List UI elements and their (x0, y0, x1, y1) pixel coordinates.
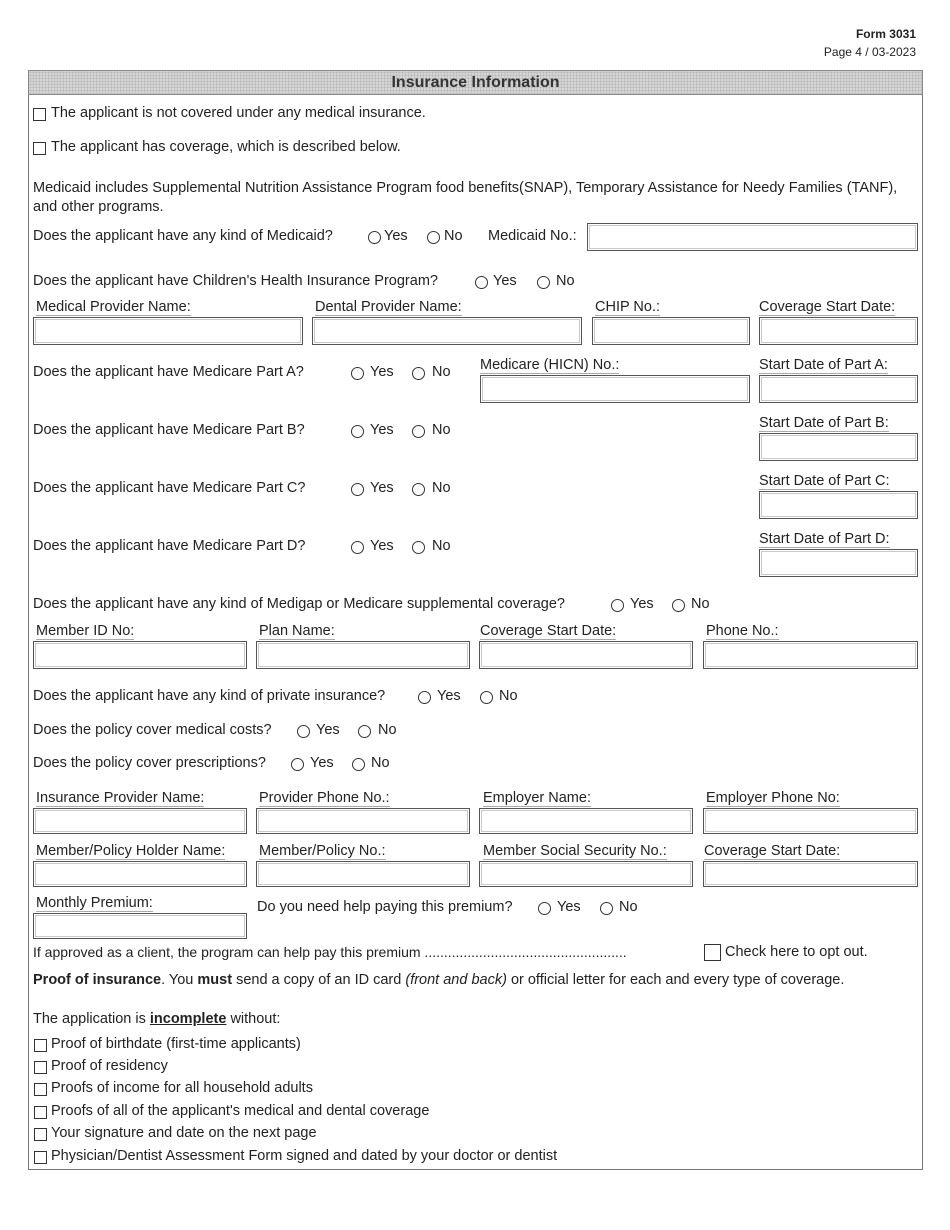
dental-provider-field[interactable] (312, 317, 582, 345)
prescriptions-yes-label: Yes (310, 755, 334, 771)
premium-help-question: Do you need help paying this premium? (257, 899, 513, 915)
start-b-label: Start Date of Part B: (759, 415, 889, 431)
chip-number-field[interactable] (592, 317, 750, 345)
medigap-yes-radio[interactable] (611, 599, 624, 612)
medicare-d-yes-radio[interactable] (351, 541, 364, 554)
policy-number-label: Member/Policy No.: (259, 843, 386, 859)
premium-help-no-radio[interactable] (600, 902, 613, 915)
proof-of-insurance (33, 972, 844, 988)
member-id-field[interactable] (33, 641, 247, 669)
checklist-checkbox[interactable] (34, 1039, 47, 1052)
employer-phone-label: Employer Phone No: (706, 790, 840, 806)
checklist-checkbox[interactable] (34, 1083, 47, 1096)
medicare-b-question: Does the applicant have Medicare Part B? (33, 422, 305, 438)
section-title: Insurance Information (28, 70, 923, 95)
medigap-phone-label: Phone No.: (706, 623, 779, 639)
medigap-coverage-start-field[interactable] (479, 641, 693, 669)
medigap-yes-label: Yes (630, 596, 654, 612)
medicare-b-yes-label: Yes (370, 422, 394, 438)
proof-text-2: send a copy of an ID card (232, 972, 406, 988)
hicn-label: Medicare (HICN) No.: (480, 357, 620, 373)
private-yes-radio[interactable] (418, 691, 431, 704)
insurance-provider-label: Insurance Provider Name: (36, 790, 205, 806)
private-coverage-start-label: Coverage Start Date: (704, 843, 841, 859)
private-no-label: No (499, 688, 518, 704)
checklist-item: Proof of birthdate (first-time applicants) (51, 1036, 301, 1052)
private-coverage-start-field[interactable] (703, 861, 918, 887)
start-d-field[interactable] (759, 549, 918, 577)
checklist-checkbox[interactable] (34, 1128, 47, 1141)
provider-phone-label: Provider Phone No.: (259, 790, 390, 806)
member-id-label: Member ID No: (36, 623, 135, 639)
provider-phone-field[interactable] (256, 808, 470, 834)
checklist-item: Your signature and date on the next page (51, 1125, 317, 1141)
proof-text-1: . You (161, 972, 198, 988)
private-no-radio[interactable] (480, 691, 493, 704)
chip-question: Does the applicant have Children's Health Insurance Program? (33, 273, 438, 289)
policy-holder-field[interactable] (33, 861, 247, 887)
checklist-checkbox[interactable] (34, 1061, 47, 1074)
has-coverage-checkbox[interactable] (33, 142, 46, 155)
employer-name-field[interactable] (479, 808, 693, 834)
chip-number-label: CHIP No.: (595, 299, 661, 315)
checklist-checkbox[interactable] (34, 1151, 47, 1164)
medical-costs-yes-radio[interactable] (297, 725, 310, 738)
has-coverage-label: The applicant has coverage, which is described below. (51, 139, 401, 155)
form-frame (28, 95, 923, 1170)
medicare-d-yes-label: Yes (370, 538, 394, 554)
medicare-b-yes-radio[interactable] (351, 425, 364, 438)
form-number: Form 3031 (855, 27, 916, 41)
incomplete-prefix: The application is (33, 1011, 150, 1027)
chip-no-label: No (556, 273, 575, 289)
medicare-d-no-radio[interactable] (412, 541, 425, 554)
plan-name-label: Plan Name: (259, 623, 335, 639)
medicare-a-yes-label: Yes (370, 364, 394, 380)
medicaid-note: Medicaid includes Supplemental Nutrition Assistance Program food benefits(SNAP), Temporary Assistance for Needy Families (TANF), and other programs. (33, 180, 898, 215)
medical-costs-yes-label: Yes (316, 722, 340, 738)
medicaid-yes-radio[interactable] (368, 231, 381, 244)
checklist-item: Proof of residency (51, 1058, 168, 1074)
prescriptions-yes-radio[interactable] (291, 758, 304, 771)
proof-bold-1: Proof of insurance (33, 972, 162, 988)
medicaid-no-radio[interactable] (427, 231, 440, 244)
proof-italic: (front and back) (405, 972, 507, 988)
member-ssn-field[interactable] (479, 861, 693, 887)
chip-yes-radio[interactable] (475, 276, 488, 289)
checklist-item: Physician/Dentist Assessment Form signed and dated by your doctor or dentist (51, 1148, 558, 1164)
medical-provider-label: Medical Provider Name: (36, 299, 191, 315)
medical-provider-field[interactable] (33, 317, 303, 345)
start-c-field[interactable] (759, 491, 918, 519)
medicare-d-question: Does the applicant have Medicare Part D? (33, 538, 306, 554)
medicaid-number-field[interactable] (587, 223, 918, 251)
premium-help-no-label: No (619, 899, 638, 915)
premium-help-yes-label: Yes (557, 899, 581, 915)
checklist-item: Proofs of income for all household adults (51, 1080, 313, 1096)
medicaid-number-label: Medicaid No.: (488, 228, 577, 244)
start-a-field[interactable] (759, 375, 918, 403)
private-question: Does the applicant have any kind of private insurance? (33, 688, 386, 704)
medicare-d-no-label: No (432, 538, 451, 554)
not-covered-label: The applicant is not covered under any medical insurance. (51, 105, 426, 121)
medigap-no-radio[interactable] (672, 599, 685, 612)
employer-name-label: Employer Name: (483, 790, 591, 806)
medigap-question: Does the applicant have any kind of Medigap or Medicare supplemental coverage? (33, 596, 565, 612)
policy-number-field[interactable] (256, 861, 470, 887)
incomplete-suffix: without: (226, 1011, 281, 1027)
medigap-no-label: No (691, 596, 710, 612)
start-a-label: Start Date of Part A: (759, 357, 888, 373)
medicare-b-no-label: No (432, 422, 451, 438)
chip-coverage-start-label: Coverage Start Date: (759, 299, 896, 315)
medical-costs-no-radio[interactable] (358, 725, 371, 738)
medicare-a-yes-radio[interactable] (351, 367, 364, 380)
proof-bold-2: must (197, 972, 233, 988)
medicare-c-no-label: No (432, 480, 451, 496)
member-ssn-label: Member Social Security No.: (483, 843, 667, 859)
chip-coverage-start-field[interactable] (759, 317, 918, 345)
chip-no-radio[interactable] (537, 276, 550, 289)
checklist-item: Proofs of all of the applicant's medical and dental coverage (51, 1103, 430, 1119)
monthly-premium-field[interactable] (33, 913, 247, 939)
medicare-b-no-radio[interactable] (412, 425, 425, 438)
opt-out-label: Check here to opt out. (725, 944, 868, 960)
opt-out-statement: If approved as a client, the program can help pay this premium .................................................... (33, 944, 627, 960)
medicare-a-question: Does the applicant have Medicare Part A? (33, 364, 304, 380)
medicare-a-no-radio[interactable] (412, 367, 425, 380)
medical-costs-question: Does the policy cover medical costs? (33, 722, 272, 738)
prescriptions-no-radio[interactable] (352, 758, 365, 771)
page-number: Page 4 / 03-2023 (823, 45, 916, 59)
start-b-field[interactable] (759, 433, 918, 461)
proof-text-3: or official letter for each and every type of coverage. (506, 972, 845, 988)
medigap-phone-field[interactable] (703, 641, 918, 669)
chip-yes-label: Yes (493, 273, 517, 289)
medicare-c-question: Does the applicant have Medicare Part C? (33, 480, 306, 496)
medicare-a-no-label: No (432, 364, 451, 380)
monthly-premium-label: Monthly Premium: (36, 895, 153, 911)
medicare-c-yes-label: Yes (370, 480, 394, 496)
insurance-provider-field[interactable] (33, 808, 247, 834)
policy-holder-label: Member/Policy Holder Name: (36, 843, 226, 859)
medicare-c-yes-radio[interactable] (351, 483, 364, 496)
not-covered-checkbox[interactable] (33, 108, 46, 121)
medicare-c-no-radio[interactable] (412, 483, 425, 496)
start-d-label: Start Date of Part D: (759, 531, 890, 547)
premium-help-yes-radio[interactable] (538, 902, 551, 915)
medigap-coverage-start-label: Coverage Start Date: (480, 623, 617, 639)
start-c-label: Start Date of Part C: (759, 473, 890, 489)
plan-name-field[interactable] (256, 641, 470, 669)
dental-provider-label: Dental Provider Name: (315, 299, 462, 315)
private-yes-label: Yes (437, 688, 461, 704)
employer-phone-field[interactable] (703, 808, 918, 834)
medicaid-question: Does the applicant have any kind of Medicaid? (33, 228, 333, 244)
medical-costs-no-label: No (378, 722, 397, 738)
incomplete-bold: incomplete (149, 1011, 227, 1027)
hicn-field[interactable] (480, 375, 750, 403)
medicaid-no-label: No (444, 228, 463, 244)
prescriptions-question: Does the policy cover prescriptions? (33, 755, 266, 771)
checklist-checkbox[interactable] (34, 1106, 47, 1119)
medicaid-yes-label: Yes (384, 228, 408, 244)
prescriptions-no-label: No (371, 755, 390, 771)
incomplete-heading (33, 1011, 280, 1027)
opt-out-checkbox[interactable] (704, 944, 721, 961)
